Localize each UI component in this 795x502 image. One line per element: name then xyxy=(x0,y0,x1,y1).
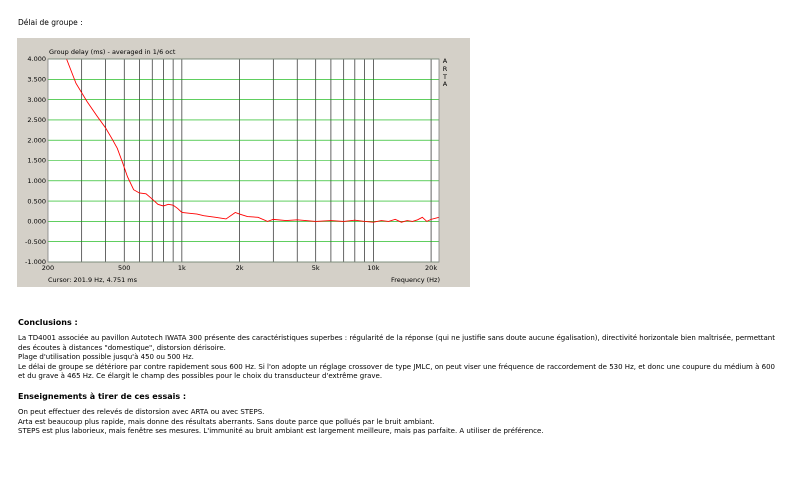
chart-svg xyxy=(17,38,470,287)
y-tick-label: -0.500 xyxy=(25,237,46,246)
x-tick-label: 1k xyxy=(177,264,186,272)
brand-letter: A xyxy=(442,57,448,65)
lessons-text xyxy=(18,408,775,437)
group-delay-chart xyxy=(17,38,470,287)
y-tick-label: 0.000 xyxy=(27,217,46,226)
x-tick-label: 10k xyxy=(367,264,380,272)
x-tick-label: 2k xyxy=(235,264,244,272)
x-tick-label: 20k xyxy=(425,264,438,272)
y-tick-label: 2.500 xyxy=(27,116,46,125)
conclusions-title: Conclusions : xyxy=(18,318,78,327)
y-tick-label: 0.500 xyxy=(27,197,46,206)
x-tick-label: 200 xyxy=(41,264,55,272)
brand-letter: R xyxy=(442,64,448,73)
y-tick-label: 3.000 xyxy=(27,95,46,104)
lessons-title: Enseignements à tirer de ces essais : xyxy=(18,392,187,401)
brand-letter: T xyxy=(443,72,447,81)
y-tick-label: 3.500 xyxy=(27,75,46,84)
chart-title: Group delay (ms) - averaged in 1/6 oct xyxy=(49,48,176,56)
conclusions-line: La TD4001 associée au pavillon Autotech IWATA 300 présente des caractéristiques superbes : régularité de la réponse (qui ne justifie sans doute aucune égalisation), directivité horizontale bien maîtrisée, permettant des écoutes à distances "domestique", distorsion dérisoire. xyxy=(18,334,775,352)
y-tick-label: 2.000 xyxy=(27,136,46,145)
arta-brand-label xyxy=(441,58,449,89)
y-tick-label: 1.500 xyxy=(27,156,46,165)
x-tick-label: 5k xyxy=(311,264,320,272)
brand-letter: A xyxy=(442,80,448,89)
conclusions-line: Plage d'utilisation possible jusqu'à 450 ou 500 Hz. xyxy=(18,353,194,361)
x-tick-label: 500 xyxy=(118,264,131,272)
lessons-line: Arta est beaucoup plus rapide, mais donne des résultats aberrants. Sans doute parce que pollués par le bruit ambiant. xyxy=(18,417,435,426)
y-tick-label: 1.000 xyxy=(27,177,46,185)
cursor-readout: Cursor: 201.9 Hz, 4.751 ms xyxy=(48,276,138,284)
group-delay-heading: Délai de groupe : xyxy=(18,18,83,27)
y-tick-label: -1.000 xyxy=(25,258,46,267)
y-tick-label: 4.000 xyxy=(27,55,46,64)
conclusions-line: Le délai de groupe se détériore par contre rapidement sous 600 Hz. Si l'on adopte un réglage crossover de type JMLC, on peut viser une fréquence de raccordement de 530 Hz, et donc une coupure du médium à 600 et du grave à 465 Hz. Ce élargit le champ des possibles pour le choix du transducteur d'extrême grave. xyxy=(18,362,775,380)
x-axis-label: Frequency (Hz) xyxy=(390,276,440,284)
lessons-line: STEPS est plus laborieux, mais fenêtre ses mesures. L'immunité au bruit ambiant est largement meilleure, mais pas parfaite. A utiliser de préférence. xyxy=(18,427,544,435)
lessons-line: On peut effectuer des relevés de distorsion avec ARTA ou avec STEPS. xyxy=(18,408,265,416)
conclusions-text xyxy=(18,334,775,382)
